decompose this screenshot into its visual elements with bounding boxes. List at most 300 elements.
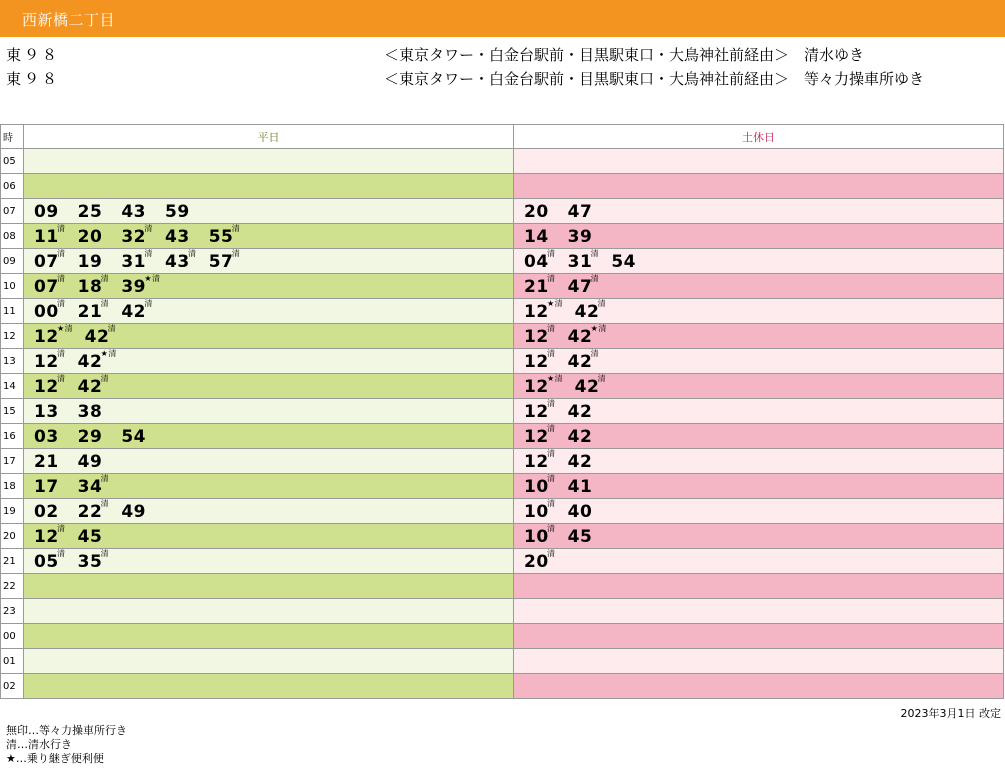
departure-minute: 47	[567, 202, 593, 222]
departure-time	[524, 274, 556, 297]
departure-minute: 32	[121, 227, 147, 247]
hour-cell: 17	[1, 449, 24, 474]
timetable-row	[1, 474, 1004, 499]
timetable-row	[1, 449, 1004, 474]
weekday-cell	[24, 449, 514, 474]
holiday-cell	[514, 624, 1004, 649]
holiday-departures	[524, 299, 618, 322]
departure-minute: 34	[77, 477, 103, 497]
departure-time	[524, 349, 556, 372]
hour-cell: 09	[1, 249, 24, 274]
departure-minute: 42	[77, 352, 103, 372]
holiday-cell	[514, 149, 1004, 174]
departure-minute: 41	[567, 477, 593, 497]
departure-time	[568, 227, 593, 247]
departure-time	[34, 202, 59, 222]
departure-time	[524, 499, 556, 522]
timetable-row	[1, 424, 1004, 449]
holiday-cell	[514, 174, 1004, 199]
departure-time	[34, 224, 66, 247]
destination-mark: 清	[100, 549, 110, 558]
weekday-departures	[34, 274, 172, 297]
weekday-cell	[24, 424, 514, 449]
departure-time	[121, 202, 146, 222]
timetable-row	[1, 674, 1004, 699]
weekday-cell	[24, 674, 514, 699]
hour-cell: 13	[1, 349, 24, 374]
hour-cell: 14	[1, 374, 24, 399]
departure-time	[611, 252, 636, 272]
weekday-departures	[34, 324, 128, 347]
departure-minute: 39	[121, 277, 147, 297]
departure-minute: 20	[524, 202, 549, 222]
departure-time	[34, 452, 59, 472]
hour-column-header: 時	[1, 125, 24, 149]
hour-cell: 20	[1, 524, 24, 549]
timetable-row	[1, 349, 1004, 374]
legend-item: 清…清水行き	[6, 738, 72, 751]
departure-minute: 21	[524, 277, 549, 297]
departure-time	[208, 249, 241, 272]
departure-time	[77, 274, 110, 297]
holiday-cell	[514, 599, 1004, 624]
weekday-departures	[34, 474, 121, 497]
holiday-departures	[524, 499, 611, 522]
weekday-departures	[34, 299, 165, 322]
departure-time	[567, 274, 600, 297]
holiday-cell	[514, 299, 1004, 324]
destination-mark: 清	[107, 324, 117, 333]
destination-mark: 清	[597, 374, 607, 383]
destination-mark: 清	[547, 499, 556, 508]
destination-mark: 清	[144, 249, 153, 258]
hour-cell: 19	[1, 499, 24, 524]
hour-cell: 08	[1, 224, 24, 249]
destination-mark: ★清	[57, 324, 74, 333]
departure-minute: 31	[121, 252, 147, 272]
departure-time	[77, 474, 110, 497]
departure-time	[165, 227, 190, 247]
departure-minute: 42	[574, 377, 600, 397]
departure-minute: 21	[77, 302, 103, 322]
departure-minute: 12	[524, 427, 549, 447]
route-via: ＜東京タワー・白金台駅前・目黒駅東口・大鳥神社前経由＞ 清水ゆき	[384, 46, 865, 64]
departure-minute: 19	[77, 252, 103, 272]
departure-minute: 20	[77, 227, 103, 247]
departure-time	[567, 249, 600, 272]
departure-time	[78, 202, 103, 222]
destination-mark: ★清	[547, 374, 564, 383]
destination-mark: 清	[144, 224, 153, 233]
hour-cell: 07	[1, 199, 24, 224]
holiday-cell	[514, 674, 1004, 699]
holiday-cell	[514, 274, 1004, 299]
departure-minute: 12	[34, 377, 59, 397]
departure-time	[121, 502, 146, 522]
departure-minute: 12	[524, 302, 549, 322]
timetable-row	[1, 249, 1004, 274]
hour-cell: 15	[1, 399, 24, 424]
departure-time	[574, 374, 607, 397]
departure-minute: 40	[567, 502, 593, 522]
destination-mark: 清	[100, 299, 110, 308]
departure-minute: 12	[524, 327, 549, 347]
timetable-row	[1, 599, 1004, 624]
holiday-cell	[514, 524, 1004, 549]
destination-mark: 清	[57, 274, 66, 283]
departure-time	[34, 349, 66, 372]
departure-minute: 57	[208, 252, 234, 272]
hour-cell: 11	[1, 299, 24, 324]
departure-time	[568, 402, 593, 422]
departure-time	[524, 299, 564, 322]
departure-time	[78, 527, 103, 547]
title-bar	[0, 0, 1005, 37]
departure-minute: 12	[524, 452, 549, 472]
timetable-row	[1, 499, 1004, 524]
departure-time	[34, 299, 66, 322]
holiday-departures	[524, 474, 611, 497]
departure-time	[524, 249, 556, 272]
destination-mark: 清	[547, 549, 556, 558]
timetable	[0, 124, 1004, 699]
legend-item: ★…乗り継ぎ便利便	[6, 752, 104, 765]
departure-time	[78, 402, 103, 422]
departure-minute: 42	[567, 352, 593, 372]
destination-mark: 清	[57, 299, 66, 308]
departure-minute: 05	[34, 552, 59, 572]
holiday-departures	[524, 349, 611, 372]
destination-mark: 清	[547, 249, 556, 258]
stop-name: 西新橋二丁目	[22, 11, 116, 29]
departure-time	[524, 524, 556, 547]
departure-minute: 17	[34, 477, 59, 497]
departure-minute: 00	[34, 302, 59, 322]
destination-mark: ★清	[547, 299, 564, 308]
timetable-row	[1, 524, 1004, 549]
departure-minute: 02	[34, 502, 59, 522]
holiday-cell	[514, 474, 1004, 499]
weekday-cell	[24, 299, 514, 324]
destination-mark: 清	[100, 374, 110, 383]
destination-mark: 清	[547, 399, 556, 408]
destination-mark: 清	[57, 374, 66, 383]
departure-time	[524, 474, 556, 497]
holiday-departures	[524, 524, 611, 547]
weekday-column-header: 平日	[24, 125, 514, 149]
destination-mark: ★清	[590, 324, 607, 333]
departure-time	[34, 402, 59, 422]
timetable-row	[1, 649, 1004, 674]
weekday-departures	[34, 499, 165, 522]
departure-minute: 42	[84, 327, 110, 347]
hour-cell: 05	[1, 149, 24, 174]
timetable-row	[1, 199, 1004, 224]
departure-time	[77, 549, 110, 572]
departure-minute: 12	[34, 527, 59, 547]
departure-time	[78, 252, 103, 272]
hour-cell: 01	[1, 649, 24, 674]
weekday-cell	[24, 549, 514, 574]
holiday-cell	[514, 574, 1004, 599]
departure-time	[165, 202, 190, 222]
hour-cell: 12	[1, 324, 24, 349]
destination-mark: 清	[590, 249, 600, 258]
holiday-departures	[524, 227, 611, 247]
departure-minute: 39	[567, 227, 593, 247]
holiday-cell	[514, 199, 1004, 224]
timetable-row	[1, 399, 1004, 424]
departure-time	[524, 202, 549, 222]
holiday-cell	[514, 399, 1004, 424]
holiday-cell	[514, 449, 1004, 474]
departure-minute: 13	[34, 402, 59, 422]
holiday-departures	[524, 549, 568, 572]
legend	[6, 724, 127, 766]
weekday-cell	[24, 574, 514, 599]
weekday-cell	[24, 274, 514, 299]
holiday-cell	[514, 424, 1004, 449]
departure-time	[568, 452, 593, 472]
destination-mark: 清	[590, 349, 600, 358]
departure-time	[34, 427, 59, 447]
destination-mark: 清	[57, 224, 66, 233]
departure-minute: 42	[567, 402, 593, 422]
departure-minute: 12	[34, 327, 59, 347]
departure-time	[567, 324, 607, 347]
route-name: 東９８	[6, 70, 61, 88]
departure-time	[34, 477, 59, 497]
holiday-cell	[514, 324, 1004, 349]
destination-mark: 清	[231, 224, 241, 233]
departure-minute: 21	[34, 452, 59, 472]
timetable-row	[1, 174, 1004, 199]
departure-minute: 49	[77, 452, 103, 472]
departure-time	[77, 374, 110, 397]
departure-time	[121, 427, 146, 447]
weekday-cell	[24, 649, 514, 674]
hour-cell: 06	[1, 174, 24, 199]
departure-time	[121, 224, 153, 247]
timetable-row	[1, 374, 1004, 399]
timetable-row	[1, 149, 1004, 174]
departure-time	[524, 399, 556, 422]
departure-minute: 38	[77, 402, 103, 422]
departure-time	[77, 299, 110, 322]
holiday-cell	[514, 349, 1004, 374]
departure-time	[121, 299, 153, 322]
holiday-cell	[514, 224, 1004, 249]
holiday-departures	[524, 202, 611, 222]
departure-minute: 49	[121, 502, 147, 522]
departure-time	[78, 227, 103, 247]
hour-cell: 10	[1, 274, 24, 299]
departure-time	[568, 477, 593, 497]
holiday-departures	[524, 249, 655, 272]
route-name: 東９８	[6, 46, 61, 64]
route-via: ＜東京タワー・白金台駅前・目黒駅東口・大鳥神社前経由＞ 等々力操車所ゆき	[384, 70, 925, 88]
departure-minute: 10	[524, 477, 549, 497]
timetable-row	[1, 574, 1004, 599]
departure-minute: 25	[77, 202, 103, 222]
hour-cell: 23	[1, 599, 24, 624]
weekday-cell	[24, 224, 514, 249]
departure-minute: 31	[567, 252, 593, 272]
timetable-row	[1, 324, 1004, 349]
departure-minute: 12	[524, 402, 549, 422]
destination-mark: 清	[144, 299, 153, 308]
weekday-cell	[24, 374, 514, 399]
departure-minute: 07	[34, 277, 59, 297]
departure-time	[77, 499, 110, 522]
departure-minute: 54	[121, 427, 147, 447]
weekday-departures	[34, 427, 165, 447]
departure-minute: 43	[121, 202, 147, 222]
departure-minute: 12	[34, 352, 59, 372]
departure-time	[524, 549, 556, 572]
destination-mark: 清	[100, 274, 110, 283]
weekday-cell	[24, 524, 514, 549]
weekday-cell	[24, 399, 514, 424]
destination-mark: 清	[547, 474, 556, 483]
departure-minute: 03	[34, 427, 59, 447]
departure-minute: 42	[567, 327, 593, 347]
departure-time	[574, 299, 607, 322]
weekday-cell	[24, 474, 514, 499]
departure-minute: 42	[77, 377, 103, 397]
hour-cell: 18	[1, 474, 24, 499]
departure-minute: 42	[567, 452, 593, 472]
departure-minute: 14	[524, 227, 549, 247]
weekday-cell	[24, 624, 514, 649]
departure-time	[34, 274, 66, 297]
destination-mark: ★清	[100, 349, 117, 358]
holiday-column-header: 土休日	[514, 125, 1004, 149]
timetable-row	[1, 624, 1004, 649]
holiday-departures	[524, 424, 611, 447]
revision-date: 2023年3月1日 改定	[900, 707, 1001, 720]
destination-mark: 清	[100, 474, 110, 483]
weekday-cell	[24, 174, 514, 199]
departure-minute: 42	[121, 302, 147, 322]
weekday-cell	[24, 324, 514, 349]
weekday-cell	[24, 249, 514, 274]
holiday-cell	[514, 649, 1004, 674]
legend-item: 無印…等々力操車所行き	[6, 724, 127, 737]
departure-time	[568, 202, 593, 222]
weekday-departures	[34, 202, 209, 222]
destination-mark: 清	[597, 299, 607, 308]
destination-mark: 清	[57, 349, 66, 358]
weekday-departures	[34, 452, 121, 472]
weekday-cell	[24, 599, 514, 624]
departure-time	[34, 524, 66, 547]
weekday-departures	[34, 224, 252, 247]
destination-mark: 清	[57, 249, 66, 258]
hour-cell: 22	[1, 574, 24, 599]
departure-minute: 09	[34, 202, 59, 222]
departure-time	[34, 249, 66, 272]
destination-mark: 清	[547, 324, 556, 333]
departure-minute: 54	[611, 252, 637, 272]
departure-time	[84, 324, 117, 347]
departure-time	[165, 249, 197, 272]
departure-minute: 22	[77, 502, 103, 522]
hour-cell: 02	[1, 674, 24, 699]
holiday-cell	[514, 499, 1004, 524]
departure-time	[524, 424, 556, 447]
departure-time	[34, 502, 59, 522]
destination-mark: 清	[547, 349, 556, 358]
timetable-row	[1, 274, 1004, 299]
departure-minute: 29	[77, 427, 103, 447]
holiday-cell	[514, 549, 1004, 574]
departure-time	[208, 224, 241, 247]
departure-minute: 12	[524, 377, 549, 397]
holiday-departures	[524, 449, 611, 472]
departure-time	[34, 324, 74, 347]
departure-minute: 47	[567, 277, 593, 297]
departure-time	[78, 452, 103, 472]
departure-time	[567, 349, 600, 372]
weekday-departures	[34, 349, 128, 372]
departure-minute: 43	[165, 227, 190, 247]
destination-mark: 清	[57, 524, 66, 533]
departure-minute: 10	[524, 502, 549, 522]
timetable-row	[1, 549, 1004, 574]
holiday-departures	[524, 324, 618, 347]
departure-time	[121, 274, 161, 297]
departure-minute: 07	[34, 252, 59, 272]
weekday-cell	[24, 349, 514, 374]
departure-time	[34, 549, 66, 572]
departure-minute: 45	[567, 527, 593, 547]
departure-minute: 35	[77, 552, 103, 572]
departure-time	[524, 374, 564, 397]
weekday-departures	[34, 549, 121, 572]
departure-minute: 12	[524, 352, 549, 372]
hour-cell: 16	[1, 424, 24, 449]
destination-mark: 清	[547, 449, 556, 458]
departure-minute: 10	[524, 527, 549, 547]
weekday-departures	[34, 402, 121, 422]
hour-cell: 21	[1, 549, 24, 574]
holiday-departures	[524, 399, 611, 422]
holiday-cell	[514, 249, 1004, 274]
departure-minute: 55	[208, 227, 234, 247]
weekday-cell	[24, 499, 514, 524]
timetable-row	[1, 299, 1004, 324]
timetable-row	[1, 224, 1004, 249]
departure-time	[77, 349, 117, 372]
departure-minute: 04	[524, 252, 549, 272]
departure-time	[568, 502, 593, 522]
destination-mark: 清	[100, 499, 110, 508]
weekday-departures	[34, 524, 121, 547]
departure-minute: 18	[77, 277, 103, 297]
timetable-body	[1, 149, 1004, 699]
holiday-departures	[524, 274, 611, 297]
destination-mark: 清	[547, 424, 556, 433]
departure-time	[568, 527, 593, 547]
departure-time	[524, 324, 556, 347]
destination-mark: ★清	[144, 274, 161, 283]
weekday-cell	[24, 149, 514, 174]
departure-time	[568, 427, 593, 447]
departure-time	[524, 449, 556, 472]
holiday-departures	[524, 374, 618, 397]
hour-cell: 00	[1, 624, 24, 649]
